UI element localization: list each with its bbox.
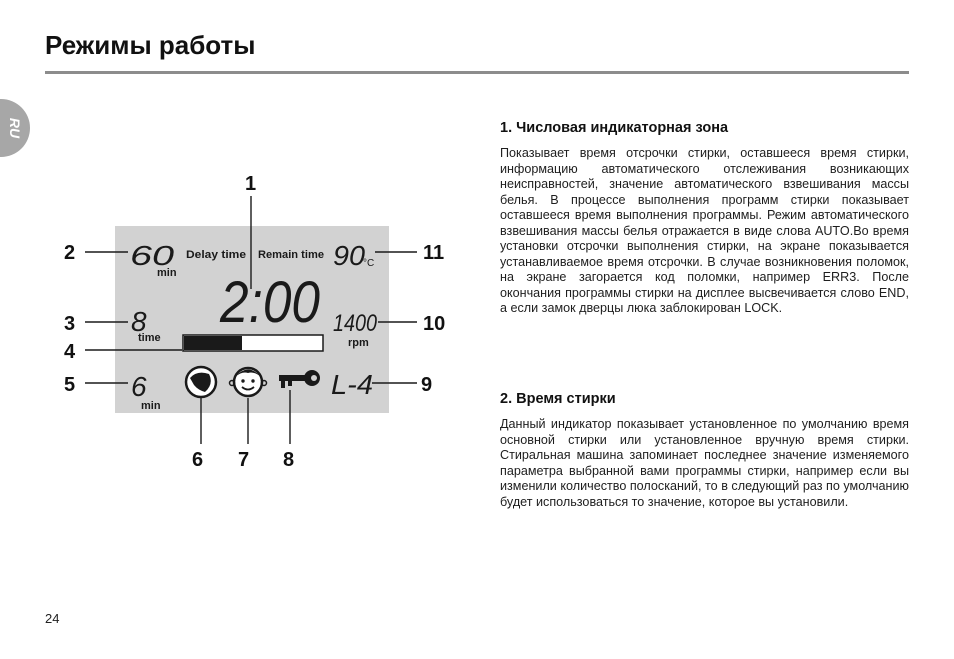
callout-9: 9 (421, 374, 433, 396)
remain-time-label: Remain time (258, 249, 324, 261)
drum-icon (186, 367, 216, 397)
section-numeric-zone (500, 120, 909, 317)
section-wash-time (500, 391, 909, 510)
progress-bar (183, 335, 323, 351)
bottom-unit: min (141, 400, 161, 412)
temperature-digits: 90 (333, 240, 366, 271)
language-tab-label: RU (7, 117, 23, 139)
delay-time-label: Delay time (186, 249, 246, 261)
section-body: Данный индикатор показывает установленное по умолчанию время основной стирки или установленное вручную время стирки. Стиральная машина запоминает последнее значение изменяемого параметра выбранной вами программы стирки, например если вы изменили количество полосканий, то в следующий раз по умолчанию будет использоваться то значение, которое вы установили. (500, 417, 909, 509)
time-unit: time (138, 332, 161, 344)
callout-6: 6 (192, 449, 204, 471)
section-body: Показывает время отсрочки стирки, оставшееся время стирки, информацию автоматического отслеживания возникающих неисправностей, значение автоматического взвешивания массы белья. В процессе выполнения программ стирки показывает оставшееся время выполнения программы. Режим автоматического взвешивания массы белья отражается в виде слова AUTO.Во время установки отсрочки выполнения стирки, на экране показывается устанавливаемое время отсрочки. В случае возникновения поломок, на экране загорается код поломки, например ERR3. После окончания программы стирки на дисплее высвечивается слово END, а если замок дверцы люка заблокирован LOCK. (500, 146, 909, 315)
callout-5: 5 (64, 374, 76, 396)
delay-digits: 60 (130, 240, 175, 271)
callout-8: 8 (283, 449, 295, 471)
page-title: Режимы работы (45, 30, 256, 60)
temperature-unit: °C (363, 258, 375, 269)
lcd-display-diagram (0, 0, 480, 480)
section-heading: 1. Числовая индикаторная зона (500, 120, 729, 136)
callout-11: 11 (423, 242, 445, 264)
progress-bar-fill (184, 336, 242, 350)
callout-10: 10 (423, 313, 446, 335)
lock-code: L-4 (331, 369, 373, 400)
bottom-digits: 6 (131, 371, 147, 402)
page-number: 24 (45, 611, 60, 626)
callout-2: 2 (64, 242, 76, 264)
callout-3: 3 (64, 313, 76, 335)
section-heading: 2. Время стирки (500, 391, 616, 407)
callout-4: 4 (64, 341, 76, 363)
callout-7: 7 (238, 449, 250, 471)
callout-1: 1 (245, 173, 257, 195)
spin-unit: rpm (348, 337, 369, 349)
time-digits: 8 (131, 306, 147, 337)
remain-time-value: 2:00 (219, 270, 320, 335)
delay-unit: min (157, 267, 177, 279)
spin-digits: 1400 (333, 310, 378, 337)
